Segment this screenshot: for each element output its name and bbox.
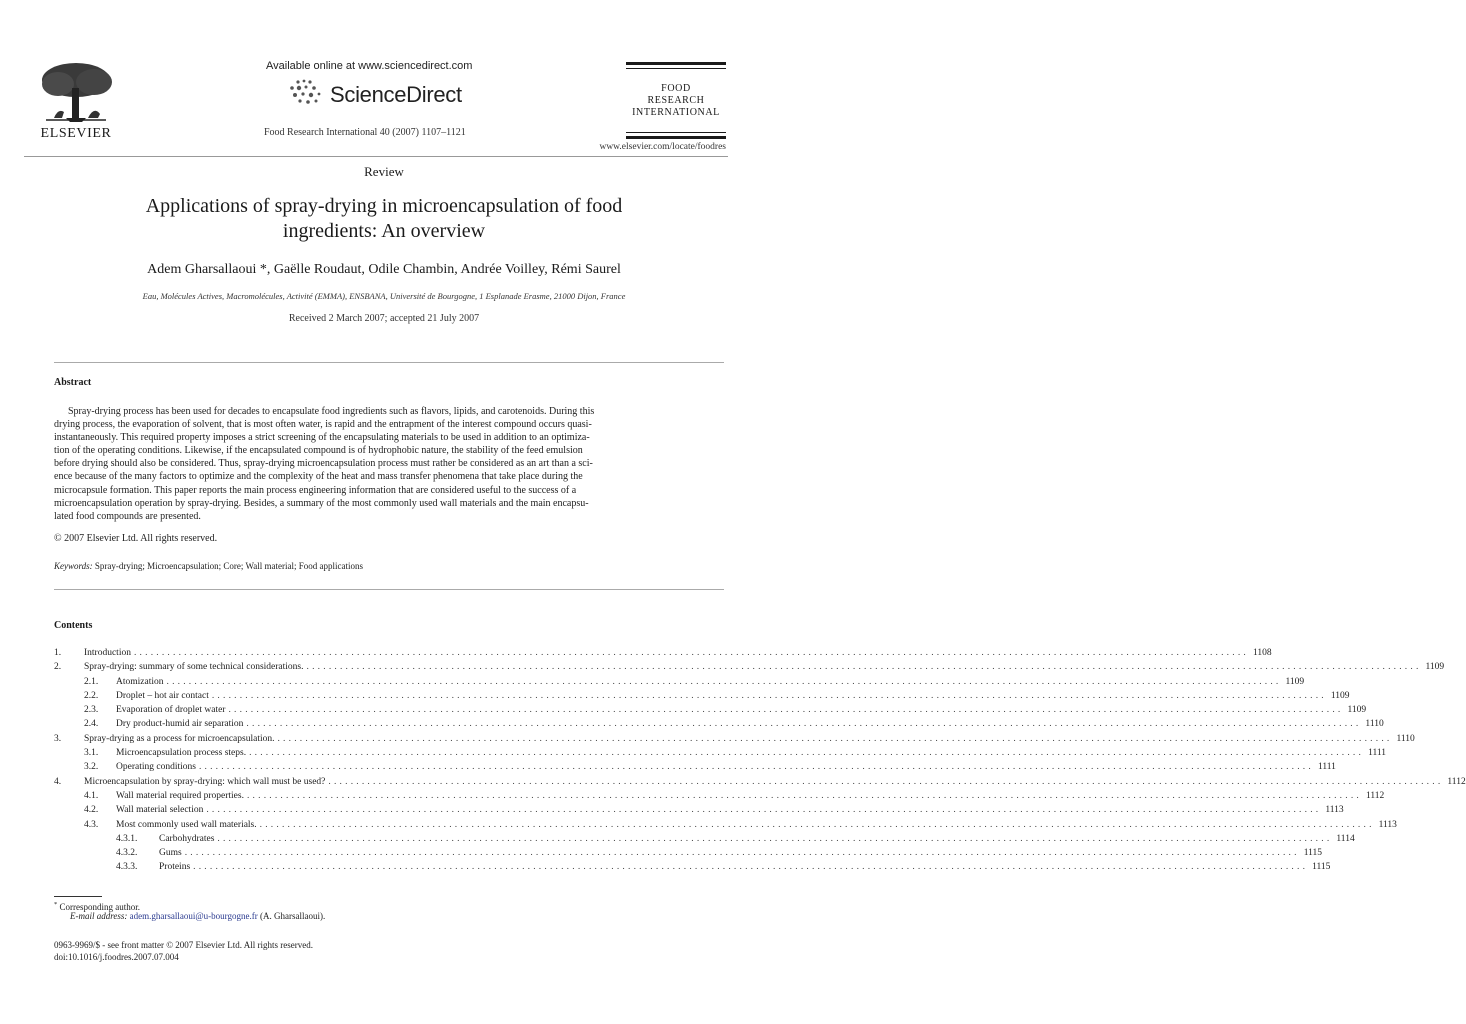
toc-leader-dots: ........................................................................................................................................................................................................ bbox=[193, 862, 1309, 873]
abstract-copyright: © 2007 Elsevier Ltd. All rights reserved. bbox=[54, 533, 218, 544]
toc-title: Droplet – hot air contact bbox=[116, 689, 212, 703]
elsevier-tree-icon bbox=[26, 60, 126, 124]
toc-number: 2.1. bbox=[84, 676, 99, 687]
journal-title bbox=[620, 83, 732, 119]
footnote-rule bbox=[54, 896, 102, 897]
toc-number: 4.3.2. bbox=[116, 848, 138, 859]
toc-row[interactable] bbox=[54, 646, 1272, 660]
toc-number: 2. bbox=[54, 662, 62, 673]
toc-number: 2.2. bbox=[84, 690, 99, 701]
toc-leader-dots: ........................................................................................................................................................................................................ bbox=[306, 662, 1422, 673]
toc-leader-dots: ........................................................................................................................................................................................................ bbox=[166, 676, 1282, 687]
journal-reference: Food Research International 40 (2007) 1107–1121 bbox=[264, 127, 466, 138]
toc-number: 2.4. bbox=[84, 719, 99, 730]
toc-title: Carbohydrates bbox=[159, 832, 217, 846]
toc-page-number: 1112 bbox=[1443, 775, 1465, 789]
received-dates: Received 2 March 2007; accepted 21 July 2007 bbox=[288, 313, 480, 324]
toc-number: 3. bbox=[54, 733, 62, 744]
toc-number: 4.3.3. bbox=[116, 862, 138, 873]
keywords-text: Spray-drying; Microencapsulation; Core; Wall material; Food applications bbox=[94, 561, 363, 571]
abstract-line: instantaneously. This required property imposes a strict screening of the encapsulating materials to be used in addition to an optimiza- bbox=[54, 432, 590, 444]
toc-title: Most commonly used wall materials. bbox=[116, 818, 260, 832]
abstract-line: tion of the operating conditions. Likewise, if the encapsulated compound is of hydrophobic nature, the stability of the feed emulsion bbox=[54, 445, 583, 457]
toc-row[interactable] bbox=[54, 746, 1387, 760]
journal-url[interactable]: www.elsevier.com/locate/foodres bbox=[599, 142, 726, 152]
issn-line: 0963-9969/$ - see front matter © 2007 Elsevier Ltd. All rights reserved. bbox=[54, 940, 314, 950]
toc-page-number: 1109 bbox=[1343, 703, 1366, 717]
toc-row[interactable] bbox=[54, 675, 1305, 689]
article-title-line: ingredients: An overview bbox=[282, 220, 486, 242]
toc-title: Wall material required properties. bbox=[116, 789, 247, 803]
toc-leader-dots: ........................................................................................................................................................................................................ bbox=[133, 648, 1249, 658]
toc-page-number: 1110 bbox=[1392, 732, 1414, 746]
footnote-text: Corresponding author. bbox=[59, 902, 140, 912]
contents-heading: Contents bbox=[54, 620, 93, 631]
toc-page-number: 1109 bbox=[1327, 689, 1350, 703]
toc-leader-dots: ........................................................................................................................................................................................................ bbox=[206, 805, 1322, 816]
toc-row[interactable] bbox=[54, 703, 1367, 717]
abstract-line: drying process, the evaporation of solvent, that is most often water, is rapid and the entrapment of the interest compound occurs quasi- bbox=[54, 419, 592, 431]
sciencedirect-dots-icon bbox=[286, 78, 326, 108]
toc-leader-dots: ........................................................................................................................................................................................................ bbox=[246, 790, 1362, 801]
toc-row[interactable] bbox=[54, 660, 1445, 674]
journal-frame-top-thin bbox=[626, 68, 726, 69]
toc-row[interactable] bbox=[54, 818, 1397, 832]
toc-row[interactable] bbox=[54, 732, 1415, 746]
affiliation: Eau, Molécules Actives, Macromolécules, Activité (EMMA), ENSBANA, Université de Bourgogne, 1 Esplanade Erasme, 21000 Dijon, France bbox=[142, 291, 626, 301]
email-suffix: (A. Gharsallaoui). bbox=[260, 911, 326, 921]
toc-number: 4. bbox=[54, 776, 62, 787]
table-of-contents bbox=[54, 646, 1466, 875]
journal-title-line: FOOD bbox=[661, 83, 691, 94]
toc-title: Wall material selection bbox=[116, 803, 206, 817]
article-type: Review bbox=[364, 164, 404, 179]
toc-number: 4.1. bbox=[84, 790, 99, 801]
toc-row[interactable] bbox=[54, 760, 1336, 774]
abstract-heading: Abstract bbox=[54, 377, 92, 388]
toc-number: 2.3. bbox=[84, 705, 99, 716]
toc-leader-dots: ........................................................................................................................................................................................................ bbox=[246, 719, 1362, 730]
toc-title: Microencapsulation process steps. bbox=[116, 746, 249, 760]
journal-frame-bottom-thin bbox=[626, 132, 726, 133]
toc-title: Spray-drying as a process for microencapsulation. bbox=[84, 732, 277, 746]
toc-leader-dots: ........................................................................................................................................................................................................ bbox=[184, 848, 1300, 859]
sciencedirect-logo-text: ScienceDirect bbox=[330, 82, 462, 107]
toc-page-number: 1115 bbox=[1300, 846, 1322, 860]
footnote-marker: * bbox=[54, 901, 58, 908]
toc-page-number: 1108 bbox=[1249, 646, 1272, 660]
abstract-body bbox=[54, 405, 726, 523]
toc-title: Introduction bbox=[84, 646, 134, 660]
toc-leader-dots: ........................................................................................................................................................................................................ bbox=[228, 705, 1344, 716]
toc-title: Spray-drying: summary of some technical considerations. bbox=[84, 660, 307, 674]
toc-title: Dry product-humid air separation bbox=[116, 717, 246, 731]
toc-leader-dots: ........................................................................................................................................................................................................ bbox=[217, 833, 1333, 844]
toc-page-number: 1112 bbox=[1362, 789, 1384, 803]
abstract-line: lated food compounds are presented. bbox=[54, 510, 201, 522]
toc-leader-dots: ........................................................................................................................................................................................................ bbox=[198, 762, 1314, 773]
toc-row[interactable] bbox=[54, 832, 1355, 846]
toc-page-number: 1113 bbox=[1321, 803, 1343, 817]
journal-title-line: RESEARCH bbox=[647, 95, 705, 106]
email-label: E-mail address: bbox=[70, 911, 128, 921]
toc-title: Gums bbox=[159, 846, 185, 860]
toc-row[interactable] bbox=[54, 846, 1322, 860]
abstract-divider bbox=[54, 362, 724, 363]
abstract-line: microcapsule formation. This paper reports the main process engineering information that are considered useful to the success of a bbox=[54, 484, 577, 496]
publisher-name: ELSEVIER bbox=[40, 126, 112, 141]
toc-leader-dots: ........................................................................................................................................................................................................ bbox=[259, 819, 1375, 830]
toc-title: Evaporation of droplet water bbox=[116, 703, 228, 717]
keywords-divider bbox=[54, 589, 724, 590]
journal-title-line: INTERNATIONAL bbox=[632, 107, 720, 118]
toc-title: Proteins bbox=[159, 860, 193, 874]
header-divider bbox=[24, 156, 728, 157]
journal-frame-bottom bbox=[626, 136, 726, 139]
toc-row[interactable] bbox=[54, 717, 1384, 731]
toc-page-number: 1109 bbox=[1422, 660, 1445, 674]
toc-row[interactable] bbox=[54, 860, 1331, 874]
toc-page-number: 1114 bbox=[1332, 832, 1354, 846]
toc-page-number: 1110 bbox=[1361, 717, 1383, 731]
article-title-line: Applications of spray-drying in microencapsulation of food bbox=[145, 195, 623, 217]
toc-leader-dots: ........................................................................................................................................................................................................ bbox=[211, 690, 1327, 701]
toc-number: 4.2. bbox=[84, 805, 99, 816]
toc-title: Operating conditions bbox=[116, 760, 199, 774]
toc-number: 4.3. bbox=[84, 819, 99, 830]
abstract-line: before drying should also be considered. Thus, spray-drying microencapsulation process must rather be considered as an art than a sci- bbox=[54, 458, 593, 470]
toc-row[interactable] bbox=[54, 789, 1385, 803]
toc-number: 3.1. bbox=[84, 748, 99, 759]
toc-page-number: 1111 bbox=[1314, 760, 1336, 774]
toc-page-number: 1109 bbox=[1282, 675, 1305, 689]
elsevier-logo bbox=[26, 60, 126, 140]
email-link[interactable]: adem.gharsallaoui@u-bourgogne.fr bbox=[129, 911, 258, 921]
keywords-label: Keywords: bbox=[54, 561, 93, 571]
toc-number: 4.3.1. bbox=[116, 833, 138, 844]
keywords bbox=[54, 561, 363, 571]
toc-title: Atomization bbox=[116, 675, 167, 689]
abstract-line: microencapsulation operation by spray-drying. Besides, a summary of the most commonly used wall materials and the main encapsu- bbox=[54, 497, 589, 509]
toc-leader-dots: ........................................................................................................................................................................................................ bbox=[328, 776, 1444, 787]
toc-page-number: 1113 bbox=[1375, 818, 1397, 832]
article-title bbox=[60, 194, 708, 244]
toc-title: Microencapsulation by spray-drying: which wall must be used? bbox=[84, 775, 328, 789]
toc-leader-dots: ........................................................................................................................................................................................................ bbox=[277, 733, 1393, 744]
journal-frame-top bbox=[626, 62, 726, 65]
toc-row[interactable] bbox=[54, 803, 1344, 817]
toc-page-number: 1115 bbox=[1308, 860, 1330, 874]
available-online-text: Available online at www.sciencedirect.com bbox=[266, 60, 473, 72]
authors: Adem Gharsallaoui *, Gaëlle Roudaut, Odile Chambin, Andrée Voilley, Rémi Saurel bbox=[147, 262, 621, 277]
toc-row[interactable] bbox=[54, 775, 1466, 789]
footnote-email bbox=[70, 911, 325, 921]
toc-number: 1. bbox=[54, 648, 62, 658]
toc-leader-dots: ........................................................................................................................................................................................................ bbox=[249, 748, 1365, 759]
doi-line[interactable]: doi:10.1016/j.foodres.2007.07.004 bbox=[54, 952, 179, 962]
toc-page-number: 1111 bbox=[1364, 746, 1386, 760]
toc-row[interactable] bbox=[54, 689, 1350, 703]
abstract-line: ence because of the many factors to optimize and the complexity of the heat and mass transfer phenomena that take place during the bbox=[54, 471, 583, 483]
abstract-line: Spray-drying process has been used for decades to encapsulate food ingredients such as flavors, lipids, and carotenoids. During this bbox=[68, 406, 595, 417]
toc-number: 3.2. bbox=[84, 762, 99, 773]
